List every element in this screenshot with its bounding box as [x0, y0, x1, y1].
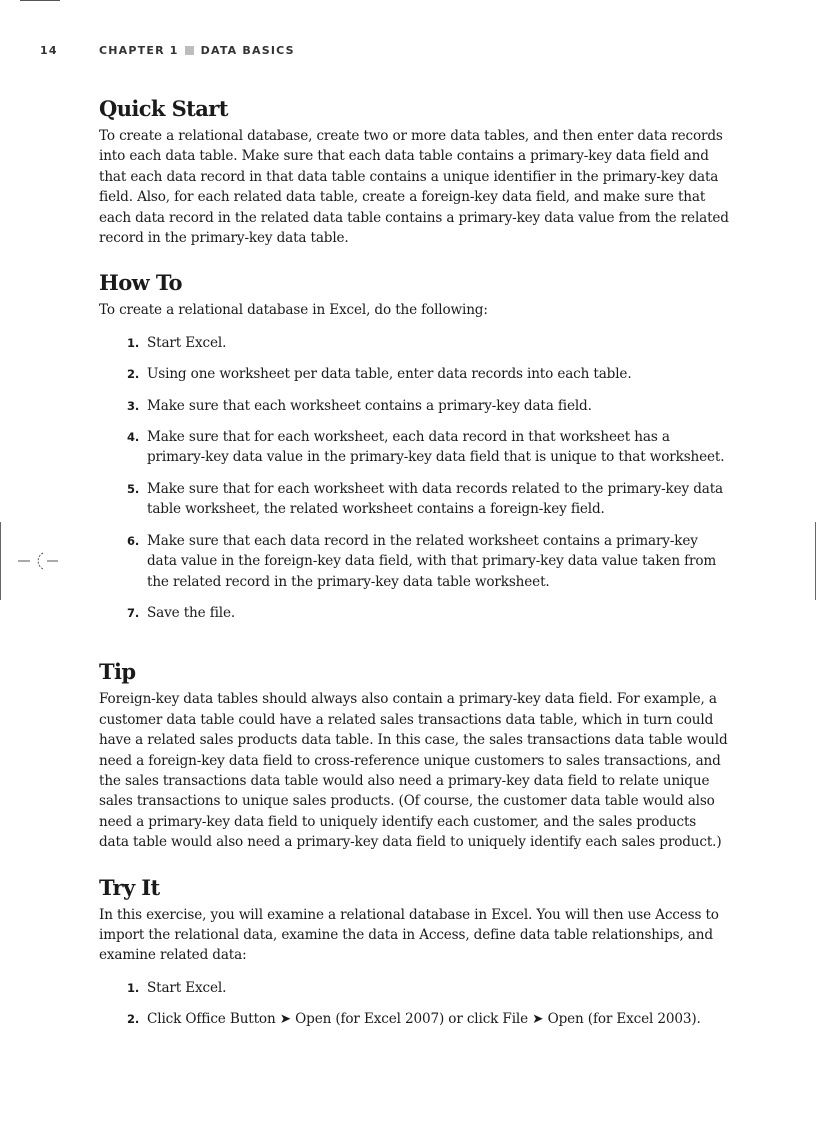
list-item: [99, 531, 729, 592]
tip-heading: Tip: [99, 659, 136, 685]
step-text: Make sure that each worksheet contains a primary-key data field.: [147, 397, 592, 414]
step-text: Using one worksheet per data table, enter data records into each table.: [147, 366, 632, 383]
tip-section: [99, 659, 729, 852]
step-text: Make sure that for each worksheet with data records related to the primary-key data table worksheet, the related worksheet contains a foreign-key field.: [147, 480, 724, 518]
list-item: [99, 427, 729, 468]
how-to-section: [99, 270, 729, 623]
running-header: [0, 44, 816, 58]
step-number: 4.: [127, 430, 140, 445]
try-it-heading: Try It: [99, 874, 160, 900]
step-number: 2.: [127, 367, 140, 382]
chapter-label: [99, 44, 295, 57]
try-it-intro: In this exercise, you will examine a relational database in Excel. You will then use Access to import the relational data, examine the data in Access, define data table relationships, and examine related data:: [99, 906, 719, 964]
page-number: 14: [40, 44, 58, 57]
step-number: 1.: [127, 980, 140, 995]
step-text: Click Office Button ➤ Open (for Excel 2007) or click File ➤ Open (for Excel 2003).: [147, 1011, 701, 1028]
list-item: [99, 1009, 729, 1029]
list-item: [99, 978, 729, 998]
quick-start-heading: Quick Start: [99, 96, 228, 121]
list-item: [99, 603, 729, 623]
step-number: 7.: [127, 605, 140, 620]
registration-mark-icon: [16, 548, 60, 574]
step-text: Start Excel.: [147, 334, 227, 351]
try-it-section: [99, 875, 729, 1030]
try-it-steps: [99, 978, 729, 1030]
step-number: 6.: [127, 533, 140, 548]
list-item: [99, 396, 729, 416]
list-item: [99, 333, 729, 353]
chapter-number: CHAPTER 1: [99, 44, 179, 57]
step-number: 2.: [127, 1012, 140, 1027]
how-to-intro: To create a relational database in Excel, do the following:: [99, 302, 488, 319]
header-separator-square-icon: [185, 46, 194, 55]
step-text: Make sure that for each worksheet, each data record in that worksheet has a primary-key data value in the primary-key data field that is unique to that worksheet.: [147, 429, 725, 466]
step-number: 1.: [127, 335, 140, 350]
quick-start-section: [99, 96, 729, 248]
chapter-title: DATA BASICS: [200, 44, 295, 57]
how-to-heading: How To: [99, 270, 182, 296]
list-item: [99, 479, 729, 520]
crop-mark-top: [20, 0, 60, 1]
page-content: [99, 96, 729, 1052]
step-number: 5.: [127, 481, 140, 496]
step-text: Start Excel.: [147, 979, 227, 996]
step-number: 3.: [127, 398, 140, 413]
step-text: Save the file.: [147, 604, 236, 621]
quick-start-paragraph: To create a relational database, create two or more data tables, and then enter data records into each data table. Make sure that each data table contains a primary-key data field and that each data record in that data table contains a unique identifier in the primary-key data field. Also, for each related data table, create a foreign-key data field, and make sure that each data record in the related data table contains a primary-key data value from the related record in the primary-key data table.: [99, 128, 729, 247]
tip-paragraph: Foreign-key data tables should always also contain a primary-key data field. For example, a customer data table could have a related sales transactions data table, which in turn could have a related sales products data table. In this case, the sales transactions data table would need a foreign-key data field to cross-reference unique customers to sales transactions, and the sales transactions data table would also need a primary-key data field to relate unique sales transactions to unique sales products. (Of course, the customer data table would also need a primary-key data field to uniquely identify each customer, and the sales products data table would also need a primary-key data field to uniquely identify each sales product.): [99, 691, 728, 851]
step-text: Make sure that each data record in the related worksheet contains a primary-key data value in the foreign-key data field, with that primary-key data value taken from the related record in the primary-key data table worksheet.: [147, 532, 717, 590]
list-item: [99, 364, 729, 384]
how-to-steps: [99, 333, 729, 623]
margin-line-left: [0, 522, 1, 600]
